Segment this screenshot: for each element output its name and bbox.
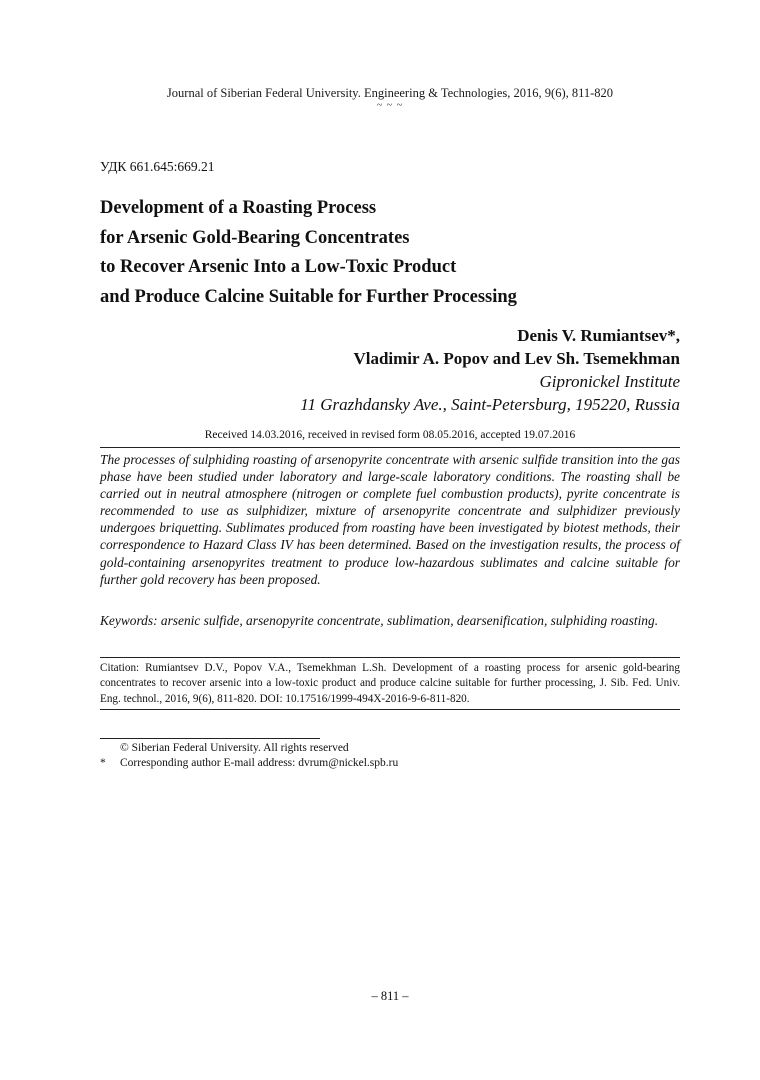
footnote-corresponding (100, 756, 680, 771)
author-block (120, 324, 680, 416)
footnote-rule (100, 738, 320, 739)
author-line: Vladimir A. Popov and Lev Sh. Tsemekhman (353, 349, 680, 368)
keywords-text: arsenic sulfide, arsenopyrite concentrate, sublimation, dearsenification, sulphiding roasting. (160, 613, 659, 628)
page-number: – 811 – (371, 989, 409, 1003)
title-line: for Arsenic Gold-Bearing Concentrates (100, 227, 410, 248)
article-title (100, 194, 680, 312)
footnote-mark: * (100, 757, 106, 769)
title-line: Development of a Roasting Process (100, 198, 377, 218)
citation: Citation: Rumiantsev D.V., Popov V.A., Tsemekhman L.Sh. Development of a roasting process for arsenic gold-bearing concentrates to recover arsenic into a low-toxic product and produce calcine suitable for further processing, J. Sib. Fed. Univ. Eng. technol., 2016, 9(6), 811-820. DOI: 10.17516/1999-494X-2016-9-6-811-820. (100, 662, 680, 705)
author-line: Denis V. Rumiantsev*, (517, 326, 680, 345)
journal-header: Journal of Siberian Federal University. Engineering & Technologies, 2016, 9(6), 811-820 (166, 86, 614, 100)
affiliation-address: 11 Grazhdansky Ave., Saint-Petersburg, 195220, Russia (300, 395, 680, 414)
title-line: to Recover Arsenic Into a Low-Toxic Product (100, 257, 457, 277)
footnote-copyright (100, 741, 680, 756)
divider-line (100, 447, 680, 448)
divider-line (100, 657, 680, 658)
affiliation-institute: Gipronickel Institute (539, 372, 680, 391)
keywords (100, 612, 680, 629)
received-dates: Received 14.03.2016, received in revised form 08.05.2016, accepted 19.07.2016 (204, 429, 576, 441)
corresponding-text: Corresponding author E-mail address: dvrum@nickel.spb.ru (120, 757, 399, 769)
divider-line (100, 709, 680, 710)
header-divider: ~ ~ ~ (376, 100, 404, 111)
udc-code: УДК 661.645:669.21 (100, 159, 215, 174)
copyright-text: © Siberian Federal University. All rights reserved (120, 742, 349, 754)
keywords-label: Keywords: (100, 613, 158, 628)
title-line: and Produce Calcine Suitable for Further Processing (100, 286, 517, 307)
abstract: The processes of sulphiding roasting of arsenopyrite concentrate with arsenic sulfide transition into the gas phase have been studied under laboratory and large-scale laboratory conditions. The roasting shall be carried out in neutral atmosphere (nitrogen or complete fuel combustion products), pyrite concentrate is recommended to use as sulphidizer, mixture of arsenopyrite concentrate and sulphidizer previously undergoes briquetting. Sublimates produced from roasting have been investigated by biotest methods, their correspondence to Hazard Class IV has been determined. Based on the investigation results, the process of gold-containing arsenopyrites treatment to produce low-hazardous sublimates and calcine suitable for further gold recovery has been proposed. (100, 452, 680, 587)
